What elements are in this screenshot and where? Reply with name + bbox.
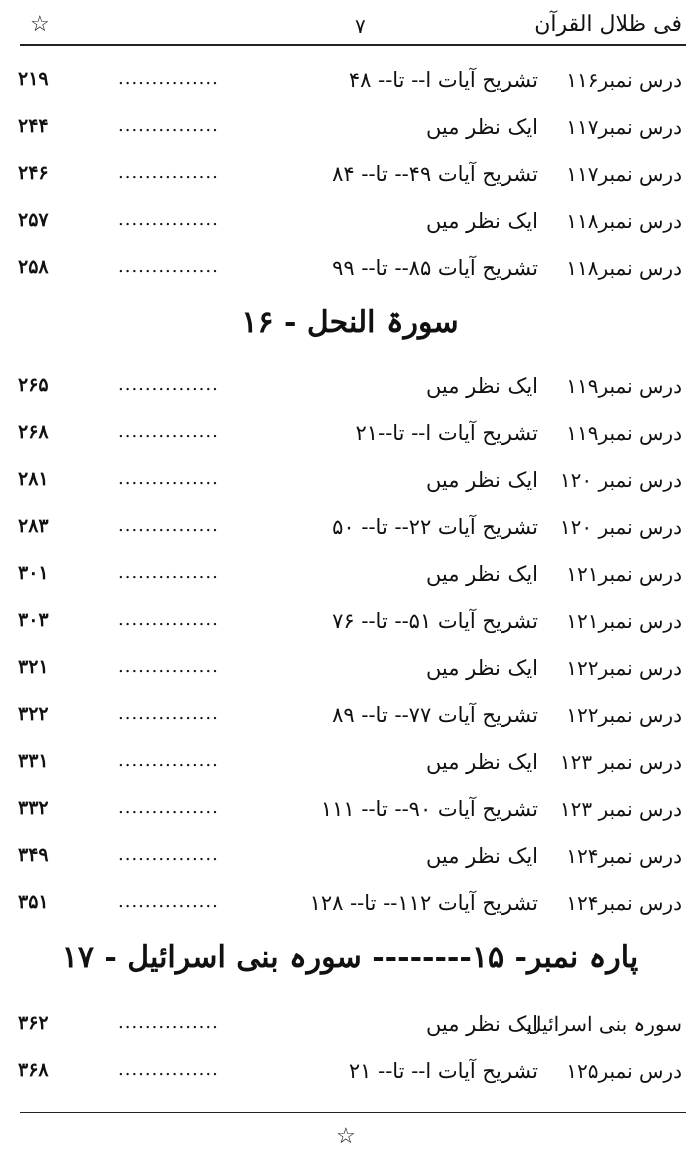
entry-description: تشریح آیات ۵۱-- تا-- ۷۶ [332, 609, 538, 633]
entry-page: ۳۲۲ [18, 703, 49, 725]
leader-dots: ............... [118, 1012, 219, 1033]
lesson-label: درس نمبر۱۲۴ [566, 844, 682, 868]
toc-entry [0, 154, 700, 196]
entry-description: تشریح آیات ۱۱۲-- تا-- ۱۲۸ [309, 891, 538, 915]
leader-dots: ............... [118, 162, 219, 183]
toc-entry [0, 695, 700, 737]
entry-description: ایک نظر میں [425, 562, 538, 586]
entry-description: تشریح آیات ۹۰-- تا-- ۱۱۱ [320, 797, 538, 821]
entry-description: ایک نظر میں [425, 844, 538, 868]
entry-description: ایک نظر میں [425, 468, 538, 492]
entry-page: ۲۵۸ [18, 256, 49, 278]
lesson-label: درس نمبر۱۱۸ [566, 209, 682, 233]
entry-page: ۳۶۸ [18, 1059, 49, 1081]
leader-dots: ............... [118, 703, 219, 724]
toc-entry [0, 648, 700, 690]
lesson-label: درس نمبر ۱۲۳ [559, 750, 682, 774]
entry-description: تشریح آیات ۴۹-- تا-- ۸۴ [332, 162, 538, 186]
leader-dots: ............... [118, 1059, 219, 1080]
toc-entry [0, 248, 700, 290]
entry-page: ۳۲۱ [18, 656, 49, 678]
section-title: سورۃ النحل - ۱۶ [241, 305, 459, 340]
lesson-label: درس نمبر۱۲۲ [566, 703, 682, 727]
lesson-label: درس نمبر۱۱۷ [566, 162, 682, 186]
lesson-label: درس نمبر۱۱۷ [566, 115, 682, 139]
entry-description: ایک نظر میں [425, 374, 538, 398]
toc-entry [0, 413, 700, 455]
entry-page: ۳۳۲ [18, 797, 49, 819]
toc-entry [0, 60, 700, 102]
toc-entry [0, 201, 700, 243]
toc-entry [0, 507, 700, 549]
toc-entry [0, 601, 700, 643]
entry-page: ۳۳۱ [18, 750, 49, 772]
lesson-label: درس نمبر۱۱۸ [566, 256, 682, 280]
leader-dots: ............... [118, 209, 219, 230]
star-icon: ☆ [336, 1124, 356, 1149]
leader-dots: ............... [118, 609, 219, 630]
leader-dots: ............... [118, 750, 219, 771]
toc-entry [0, 1051, 700, 1093]
header-divider [20, 44, 686, 46]
leader-dots: ............... [118, 562, 219, 583]
toc-entry [0, 789, 700, 831]
leader-dots: ............... [118, 515, 219, 536]
leader-dots: ............... [118, 115, 219, 136]
leader-dots: ............... [118, 256, 219, 277]
lesson-label: درس نمبر۱۲۵ [566, 1059, 682, 1083]
entry-description: ایک نظر میں [425, 750, 538, 774]
lesson-label: درس نمبر۱۲۱ [566, 609, 682, 633]
entry-description: ایک نظر میں [425, 209, 538, 233]
leader-dots: ............... [118, 421, 219, 442]
entry-page: ۲۸۳ [18, 515, 49, 537]
entry-page: ۳۴۹ [18, 844, 49, 866]
entry-description: تشریح آیات ا-- تا-- ۲۱ [348, 1059, 538, 1083]
entry-page: ۲۵۷ [18, 209, 49, 231]
lesson-label: درس نمبر۱۲۱ [566, 562, 682, 586]
entry-page: ۳۶۲ [18, 1012, 49, 1034]
leader-dots: ............... [118, 797, 219, 818]
toc-entry [0, 107, 700, 149]
entry-page: ۳۰۱ [18, 562, 49, 584]
leader-dots: ............... [118, 374, 219, 395]
lesson-label: درس نمبر ۱۲۰ [559, 468, 682, 492]
entry-page: ۲۴۶ [18, 162, 49, 184]
lesson-label: درس نمبر۱۲۲ [566, 656, 682, 680]
entry-description: ایک نظر میں [425, 1012, 538, 1036]
entry-description: تشریح آیات ۷۷-- تا-- ۸۹ [332, 703, 538, 727]
footer-divider [20, 1112, 686, 1113]
entry-page: ۳۰۳ [18, 609, 49, 631]
entry-page: ۲۶۸ [18, 421, 49, 443]
entry-page: ۳۵۱ [18, 891, 49, 913]
lesson-label: درس نمبر ۱۲۰ [559, 515, 682, 539]
entry-description: تشریح آیات ا-- تا--۲۱ [355, 421, 538, 445]
entry-page: ۲۸۱ [18, 468, 49, 490]
leader-dots: ............... [118, 844, 219, 865]
page-header [20, 10, 686, 40]
lesson-label: درس نمبر۱۱۶ [566, 68, 682, 92]
lesson-label: سورہ بنی اسرائیل [526, 1012, 682, 1036]
toc-entry [0, 836, 700, 878]
entry-page: ۲۶۵ [18, 374, 49, 396]
entry-description: تشریح آیات ا-- تا-- ۴۸ [348, 68, 538, 92]
entry-description: تشریح آیات ۲۲-- تا-- ۵۰ [332, 515, 538, 539]
toc-entry [0, 460, 700, 502]
entry-description: ایک نظر میں [425, 115, 538, 139]
leader-dots: ............... [118, 468, 219, 489]
toc-entry [0, 742, 700, 784]
book-title: فی ظلال القرآن [534, 12, 682, 37]
toc-entry [0, 554, 700, 596]
star-icon: ☆ [30, 12, 50, 37]
page-number: ۷ [355, 14, 366, 38]
toc-entry [0, 1004, 700, 1046]
leader-dots: ............... [118, 68, 219, 89]
section-title: پارہ نمبر- ۱۵-------- سورہ بنی اسرائیل - ۱۷ [61, 940, 639, 975]
toc-entry [0, 366, 700, 408]
leader-dots: ............... [118, 891, 219, 912]
lesson-label: درس نمبر ۱۲۳ [559, 797, 682, 821]
entry-description: ایک نظر میں [425, 656, 538, 680]
leader-dots: ............... [118, 656, 219, 677]
entry-page: ۲۴۴ [18, 115, 49, 137]
lesson-label: درس نمبر۱۱۹ [566, 421, 682, 445]
lesson-label: درس نمبر۱۲۴ [566, 891, 682, 915]
entry-page: ۲۱۹ [18, 68, 49, 90]
entry-description: تشریح آیات ۸۵-- تا-- ۹۹ [332, 256, 538, 280]
lesson-label: درس نمبر۱۱۹ [566, 374, 682, 398]
toc-entry [0, 883, 700, 925]
